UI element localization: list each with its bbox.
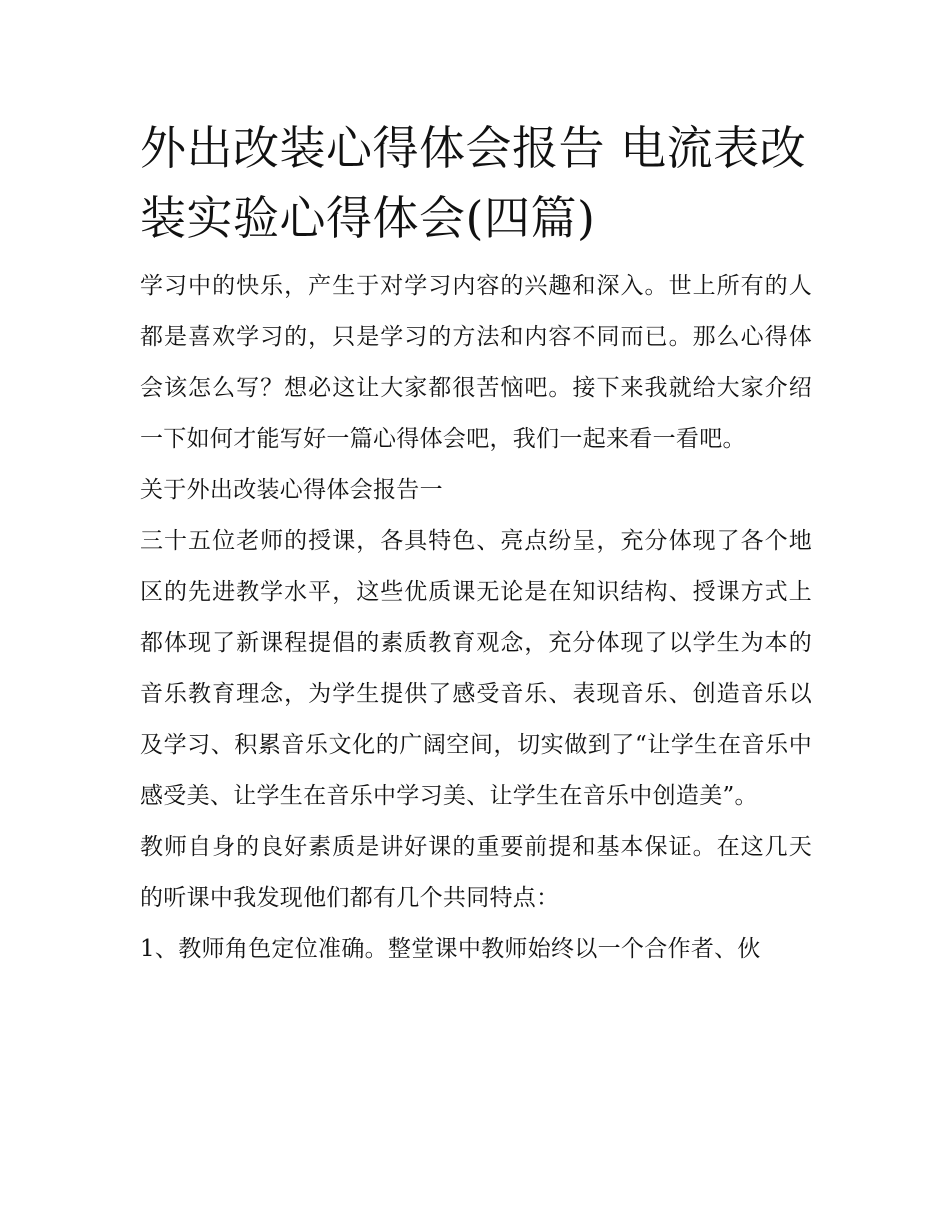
- body-paragraph: 教师自身的良好素质是讲好课的重要前提和基本保证。在这几天的听课中我发现他们都有几个共同特点：: [140, 834, 812, 911]
- intro-paragraph: 学习中的快乐，产生于对学习内容的兴趣和深入。世上所有的人都是喜欢学习的，只是学习的方法和内容不同而已。那么心得体会该怎么写？想必这让大家都很苦恼吧。接下来我就给大家介绍一下如何才能写好一篇心得体会吧，我们一起来看一看吧。: [140, 273, 812, 452]
- document-content: [140, 113, 812, 975]
- section-heading: 关于外出改装心得体会报告一: [140, 477, 443, 503]
- list-item: 1、教师角色定位准确。整堂课中教师始终以一个合作者、伙: [140, 936, 761, 962]
- body-paragraph: 三十五位老师的授课，各具特色、亮点纷呈，充分体现了各个地区的先进教学水平，这些优质课无论是在知识结构、授课方式上都体现了新课程提倡的素质教育观念，充分体现了以学生为本的音乐教育理念，为学生提供了感受音乐、表现音乐、创造音乐以及学习、积累音乐文化的广阔空间，切实做到了“让学生在音乐中感受美、让学生在音乐中学习美、让学生在音乐中创造美”。: [140, 528, 812, 809]
- document-title: 外出改装心得体会报告 电流表改装实验心得体会(四篇): [140, 121, 807, 245]
